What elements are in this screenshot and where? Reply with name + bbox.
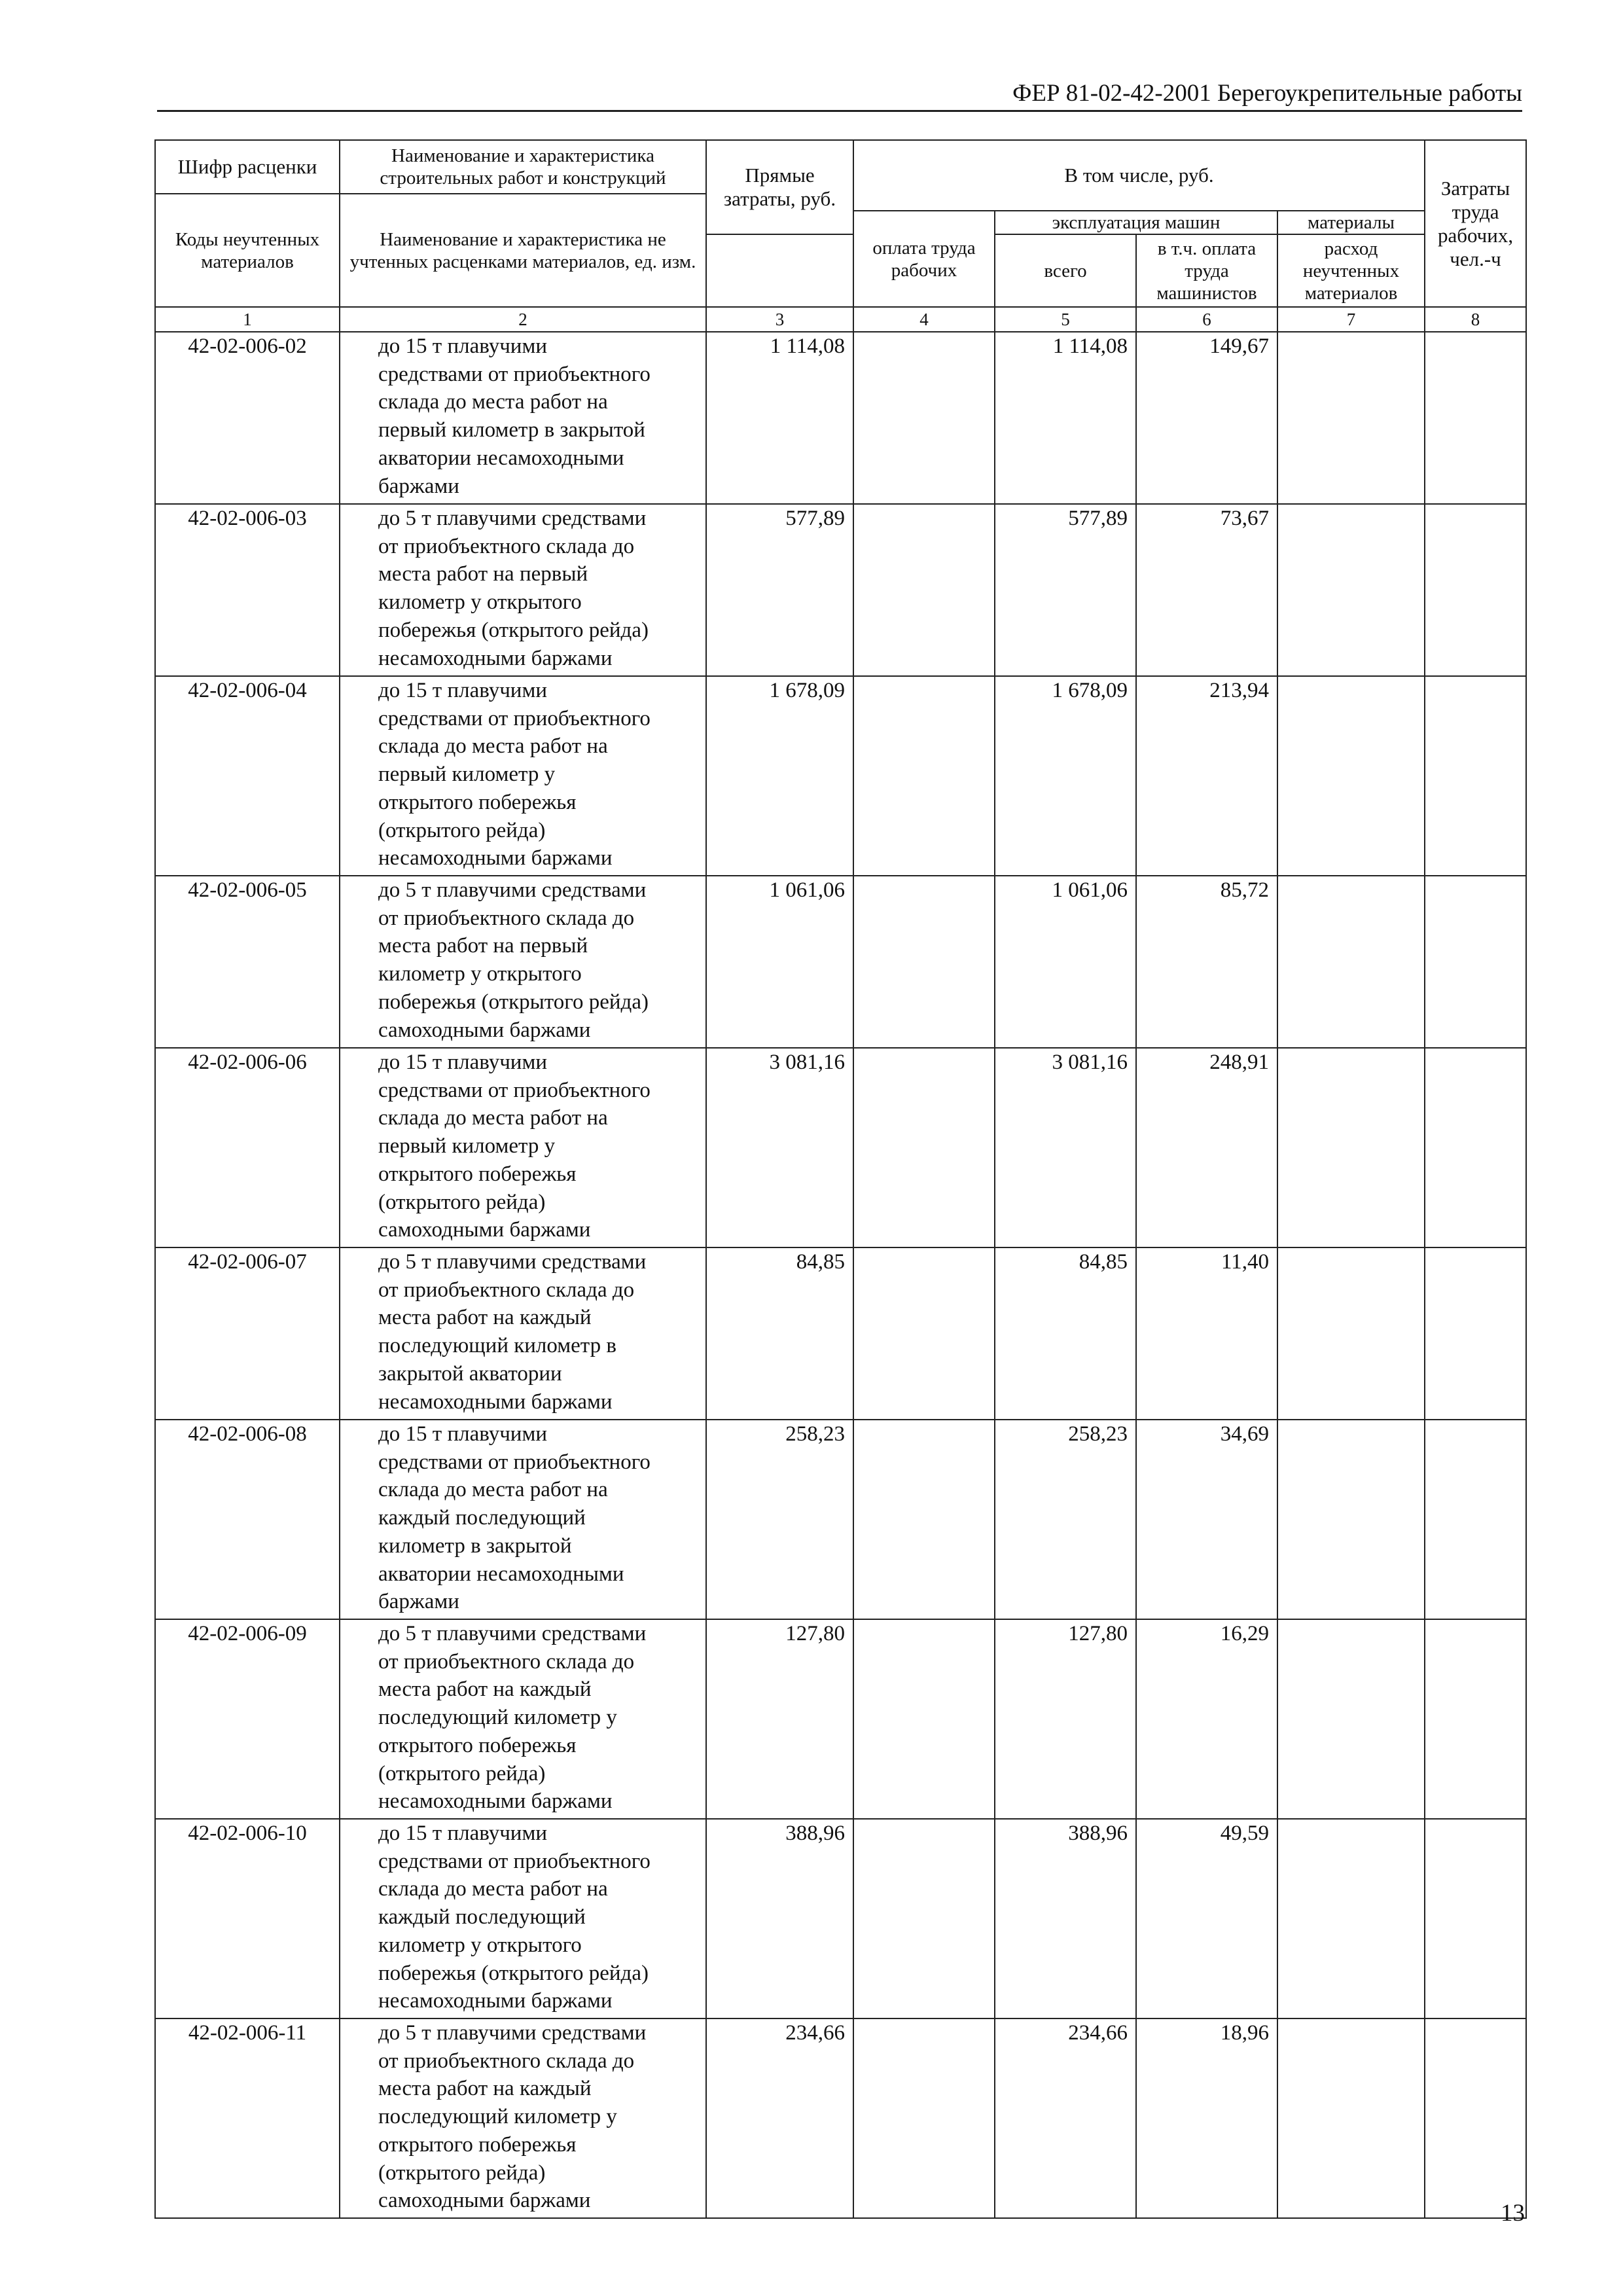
column-number: 4 <box>853 307 995 332</box>
worker-pay-value <box>853 676 995 876</box>
machinist-pay-value: 149,67 <box>1136 332 1277 504</box>
materials-value <box>1277 876 1425 1048</box>
machine-total-value: 388,96 <box>995 1819 1136 2018</box>
table-body <box>155 332 1526 2218</box>
rate-code: 42-02-006-03 <box>155 504 340 676</box>
machinist-pay-value: 73,67 <box>1136 504 1277 676</box>
header-unaccounted-codes: Коды неучтенных материалов <box>155 194 340 307</box>
machine-total-value: 577,89 <box>995 504 1136 676</box>
header-direct-costs-cont <box>706 234 853 307</box>
labor-costs-value <box>1425 676 1526 876</box>
direct-costs-value: 1 678,09 <box>706 676 853 876</box>
column-number: 3 <box>706 307 853 332</box>
materials-value <box>1277 1048 1425 1247</box>
machine-total-value: 3 081,16 <box>995 1048 1136 1247</box>
work-description: до 5 т плавучими средствами от приобъектного склада до места работ на первый километр у открытого побережья (открытого рейда) несамоходными баржами <box>340 504 706 676</box>
materials-value <box>1277 2018 1425 2218</box>
page-number: 13 <box>1501 2200 1525 2227</box>
labor-costs-value <box>1425 1247 1526 1420</box>
labor-costs-value <box>1425 1619 1526 1819</box>
materials-value <box>1277 1619 1425 1819</box>
work-description: до 15 т плавучими средствами от приобъектного склада до места работ на каждый последующий километр в закрытой акватории несамоходными баржами <box>340 1420 706 1619</box>
labor-costs-value <box>1425 1420 1526 1619</box>
worker-pay-value <box>853 1819 995 2018</box>
worker-pay-value <box>853 1619 995 1819</box>
header-machine-operation: эксплуатация машин <box>995 211 1277 234</box>
rate-code: 42-02-006-06 <box>155 1048 340 1247</box>
labor-costs-value <box>1425 1819 1526 2018</box>
labor-costs-value <box>1425 876 1526 1048</box>
rate-code: 42-02-006-09 <box>155 1619 340 1819</box>
table-row <box>155 1048 1526 1247</box>
column-number-row <box>155 307 1526 332</box>
table-row <box>155 504 1526 676</box>
rate-code: 42-02-006-07 <box>155 1247 340 1420</box>
worker-pay-value <box>853 1247 995 1420</box>
table-row <box>155 876 1526 1048</box>
work-description: до 5 т плавучими средствами от приобъектного склада до места работ на каждый последующий километр у открытого побережья (открытого рейда) самоходными баржами <box>340 2018 706 2218</box>
worker-pay-value <box>853 876 995 1048</box>
table-row <box>155 676 1526 876</box>
direct-costs-value: 3 081,16 <box>706 1048 853 1247</box>
work-description: до 15 т плавучими средствами от приобъектного склада до места работ на первый километр в закрытой акватории несамоходными баржами <box>340 332 706 504</box>
machinist-pay-value: 16,29 <box>1136 1619 1277 1819</box>
work-description: до 15 т плавучими средствами от приобъектного склада до места работ на первый километр у открытого побережья (открытого рейда) несамоходными баржами <box>340 676 706 876</box>
machine-total-value: 1 114,08 <box>995 332 1136 504</box>
header-including: В том числе, руб. <box>853 140 1425 211</box>
labor-costs-value <box>1425 2018 1526 2218</box>
header-labor-costs: Затраты труда рабочих, чел.-ч <box>1425 140 1526 307</box>
rate-code: 42-02-006-04 <box>155 676 340 876</box>
rate-code: 42-02-006-05 <box>155 876 340 1048</box>
direct-costs-value: 1 061,06 <box>706 876 853 1048</box>
column-number: 2 <box>340 307 706 332</box>
header-machine-total: всего <box>995 234 1136 307</box>
machinist-pay-value: 213,94 <box>1136 676 1277 876</box>
direct-costs-value: 1 114,08 <box>706 332 853 504</box>
column-number: 1 <box>155 307 340 332</box>
worker-pay-value <box>853 504 995 676</box>
work-description: до 15 т плавучими средствами от приобъектного склада до места работ на каждый последующий километр у открытого побережья (открытого рейда) несамоходными баржами <box>340 1819 706 2018</box>
worker-pay-value <box>853 1048 995 1247</box>
header-unaccounted-name: Наименование и характеристика не учтенных расценками материалов, ед. изм. <box>340 194 706 307</box>
rate-code: 42-02-006-11 <box>155 2018 340 2218</box>
machine-total-value: 84,85 <box>995 1247 1136 1420</box>
machine-total-value: 1 678,09 <box>995 676 1136 876</box>
header-direct-costs: Прямые затраты, руб. <box>706 140 853 234</box>
machinist-pay-value: 34,69 <box>1136 1420 1277 1619</box>
worker-pay-value <box>853 1420 995 1619</box>
direct-costs-value: 84,85 <box>706 1247 853 1420</box>
materials-value <box>1277 676 1425 876</box>
machinist-pay-value: 18,96 <box>1136 2018 1277 2218</box>
labor-costs-value <box>1425 504 1526 676</box>
machine-total-value: 234,66 <box>995 2018 1136 2218</box>
column-number: 6 <box>1136 307 1277 332</box>
table-row <box>155 1619 1526 1819</box>
document-title: ФЕР 81-02-42-2001 Берегоукрепительные работы <box>1012 80 1522 107</box>
rate-code: 42-02-006-02 <box>155 332 340 504</box>
machine-total-value: 258,23 <box>995 1420 1136 1619</box>
direct-costs-value: 234,66 <box>706 2018 853 2218</box>
machinist-pay-value: 11,40 <box>1136 1247 1277 1420</box>
rate-code: 42-02-006-10 <box>155 1819 340 2018</box>
header-worker-pay: оплата труда рабочих <box>853 211 995 307</box>
work-description: до 15 т плавучими средствами от приобъектного склада до места работ на первый километр у открытого побережья (открытого рейда) самоходными баржами <box>340 1048 706 1247</box>
rate-code: 42-02-006-08 <box>155 1420 340 1619</box>
direct-costs-value: 577,89 <box>706 504 853 676</box>
column-number: 5 <box>995 307 1136 332</box>
header-materials-usage: расход неучтенных материалов <box>1277 234 1425 307</box>
machinist-pay-value: 49,59 <box>1136 1819 1277 2018</box>
running-header <box>157 77 1522 112</box>
table-row <box>155 1247 1526 1420</box>
labor-costs-value <box>1425 332 1526 504</box>
work-description: до 5 т плавучими средствами от приобъектного склада до места работ на первый километр у открытого побережья (открытого рейда) самоходными баржами <box>340 876 706 1048</box>
header-materials: материалы <box>1277 211 1425 234</box>
header-name: Наименование и характеристика строительных работ и конструкций <box>340 140 706 194</box>
work-description: до 5 т плавучими средствами от приобъектного склада до места работ на каждый последующий километр в закрытой акватории несамоходными баржами <box>340 1247 706 1420</box>
column-number: 8 <box>1425 307 1526 332</box>
materials-value <box>1277 1420 1425 1619</box>
worker-pay-value <box>853 2018 995 2218</box>
materials-value <box>1277 1819 1425 2018</box>
materials-value <box>1277 332 1425 504</box>
table-row <box>155 1819 1526 2018</box>
materials-value <box>1277 1247 1425 1420</box>
table-row <box>155 2018 1526 2218</box>
materials-value <box>1277 504 1425 676</box>
rates-table <box>154 139 1527 2219</box>
direct-costs-value: 127,80 <box>706 1619 853 1819</box>
machinist-pay-value: 85,72 <box>1136 876 1277 1048</box>
labor-costs-value <box>1425 1048 1526 1247</box>
work-description: до 5 т плавучими средствами от приобъектного склада до места работ на каждый последующий километр у открытого побережья (открытого рейда) несамоходными баржами <box>340 1619 706 1819</box>
machine-total-value: 1 061,06 <box>995 876 1136 1048</box>
direct-costs-value: 388,96 <box>706 1819 853 2018</box>
machinist-pay-value: 248,91 <box>1136 1048 1277 1247</box>
table-row <box>155 332 1526 504</box>
worker-pay-value <box>853 332 995 504</box>
table-row <box>155 1420 1526 1619</box>
header-machinist-pay: в т.ч. оплата труда машинистов <box>1136 234 1277 307</box>
direct-costs-value: 258,23 <box>706 1420 853 1619</box>
column-number: 7 <box>1277 307 1425 332</box>
machine-total-value: 127,80 <box>995 1619 1136 1819</box>
header-code: Шифр расценки <box>155 140 340 194</box>
